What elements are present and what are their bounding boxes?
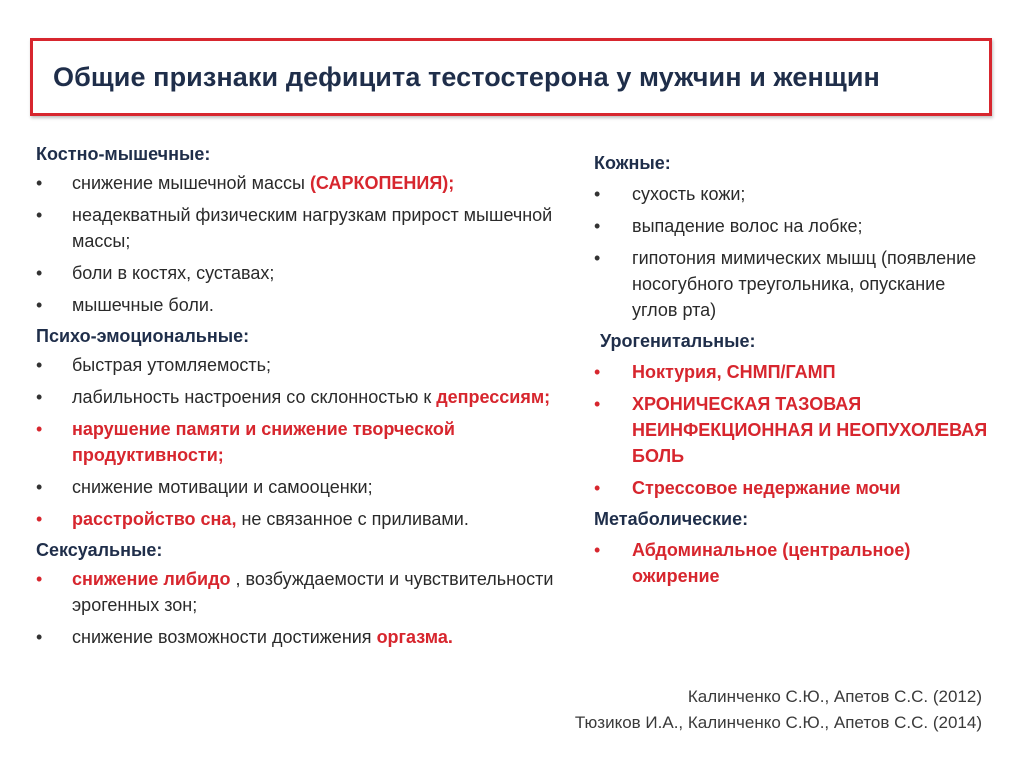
list-item: • сухость кожи;: [594, 181, 994, 207]
list-item: • снижение возможности достижения оргазма.: [36, 624, 556, 650]
list-item: • мышечные боли.: [36, 292, 556, 318]
reference-1: Калинченко С.Ю., Апетов С.С. (2012): [687, 687, 982, 706]
section-heading-sexual: Сексуальные:: [36, 540, 163, 560]
section-metabolic: [594, 507, 994, 589]
section-urogenital: [594, 329, 994, 501]
title-box: [30, 38, 992, 116]
section-bone-muscle: [36, 142, 556, 318]
list-item: • гипотония мимических мышц (появление носогубного треугольника, опускание углов рта): [594, 245, 994, 323]
list-sexual: [36, 566, 556, 650]
list-item: • снижение мышечной массы (САРКОПЕНИЯ);: [36, 170, 556, 196]
list-item: • лабильность настроения со склонностью к депрессиям;: [36, 384, 556, 410]
list-item: • неадекватный физическим нагрузкам прирост мышечной массы;: [36, 202, 556, 254]
section-heading-skin: Кожные:: [594, 153, 671, 173]
list-item: • Стрессовое недержание мочи: [594, 475, 994, 501]
list-item: • ХРОНИЧЕСКАЯ ТАЗОВАЯ НЕИНФЕКЦИОННАЯ И НЕОПУХОЛЕВАЯ БОЛЬ: [594, 391, 994, 469]
left-column: [36, 140, 556, 656]
list-item: • Абдоминальное (центральное) ожирение: [594, 537, 994, 589]
section-heading-bone-muscle: Костно-мышечные:: [36, 144, 211, 164]
reference-2: Тюзиков И.А., Калинченко С.Ю., Апетов С.С. (2014): [574, 713, 982, 732]
list-item: • быстрая утомляемость;: [36, 352, 556, 378]
right-column: [594, 149, 994, 595]
list-item: • снижение либидо , возбуждаемости и чувствительности эрогенных зон;: [36, 566, 556, 618]
section-heading-metabolic: Метаболические:: [594, 509, 749, 529]
section-heading-psycho: Психо-эмоциональные:: [36, 326, 250, 346]
list-item: • нарушение памяти и снижение творческой продуктивности;: [36, 416, 556, 468]
section-skin: [594, 151, 994, 323]
list-item: • расстройство сна, не связанное с приливами.: [36, 506, 556, 532]
section-psycho-emotional: [36, 324, 556, 532]
list-item: • выпадение волос на лобке;: [594, 213, 994, 239]
list-psycho: [36, 352, 556, 532]
list-item: • Ноктурия, СНМП/ГАМП: [594, 359, 994, 385]
references: [575, 684, 982, 736]
list-item: • боли в костях, суставах;: [36, 260, 556, 286]
list-urogenital: [594, 359, 994, 501]
list-metabolic: [594, 537, 994, 589]
section-heading-urogenital: Урогенитальные:: [600, 331, 756, 351]
list-bone-muscle: [36, 170, 556, 318]
page-title: Общие признаки дефицита тестостерона у мужчин и женщин: [53, 61, 880, 92]
section-sexual: [36, 538, 556, 650]
list-skin: [594, 181, 994, 323]
list-item: • снижение мотивации и самооценки;: [36, 474, 556, 500]
